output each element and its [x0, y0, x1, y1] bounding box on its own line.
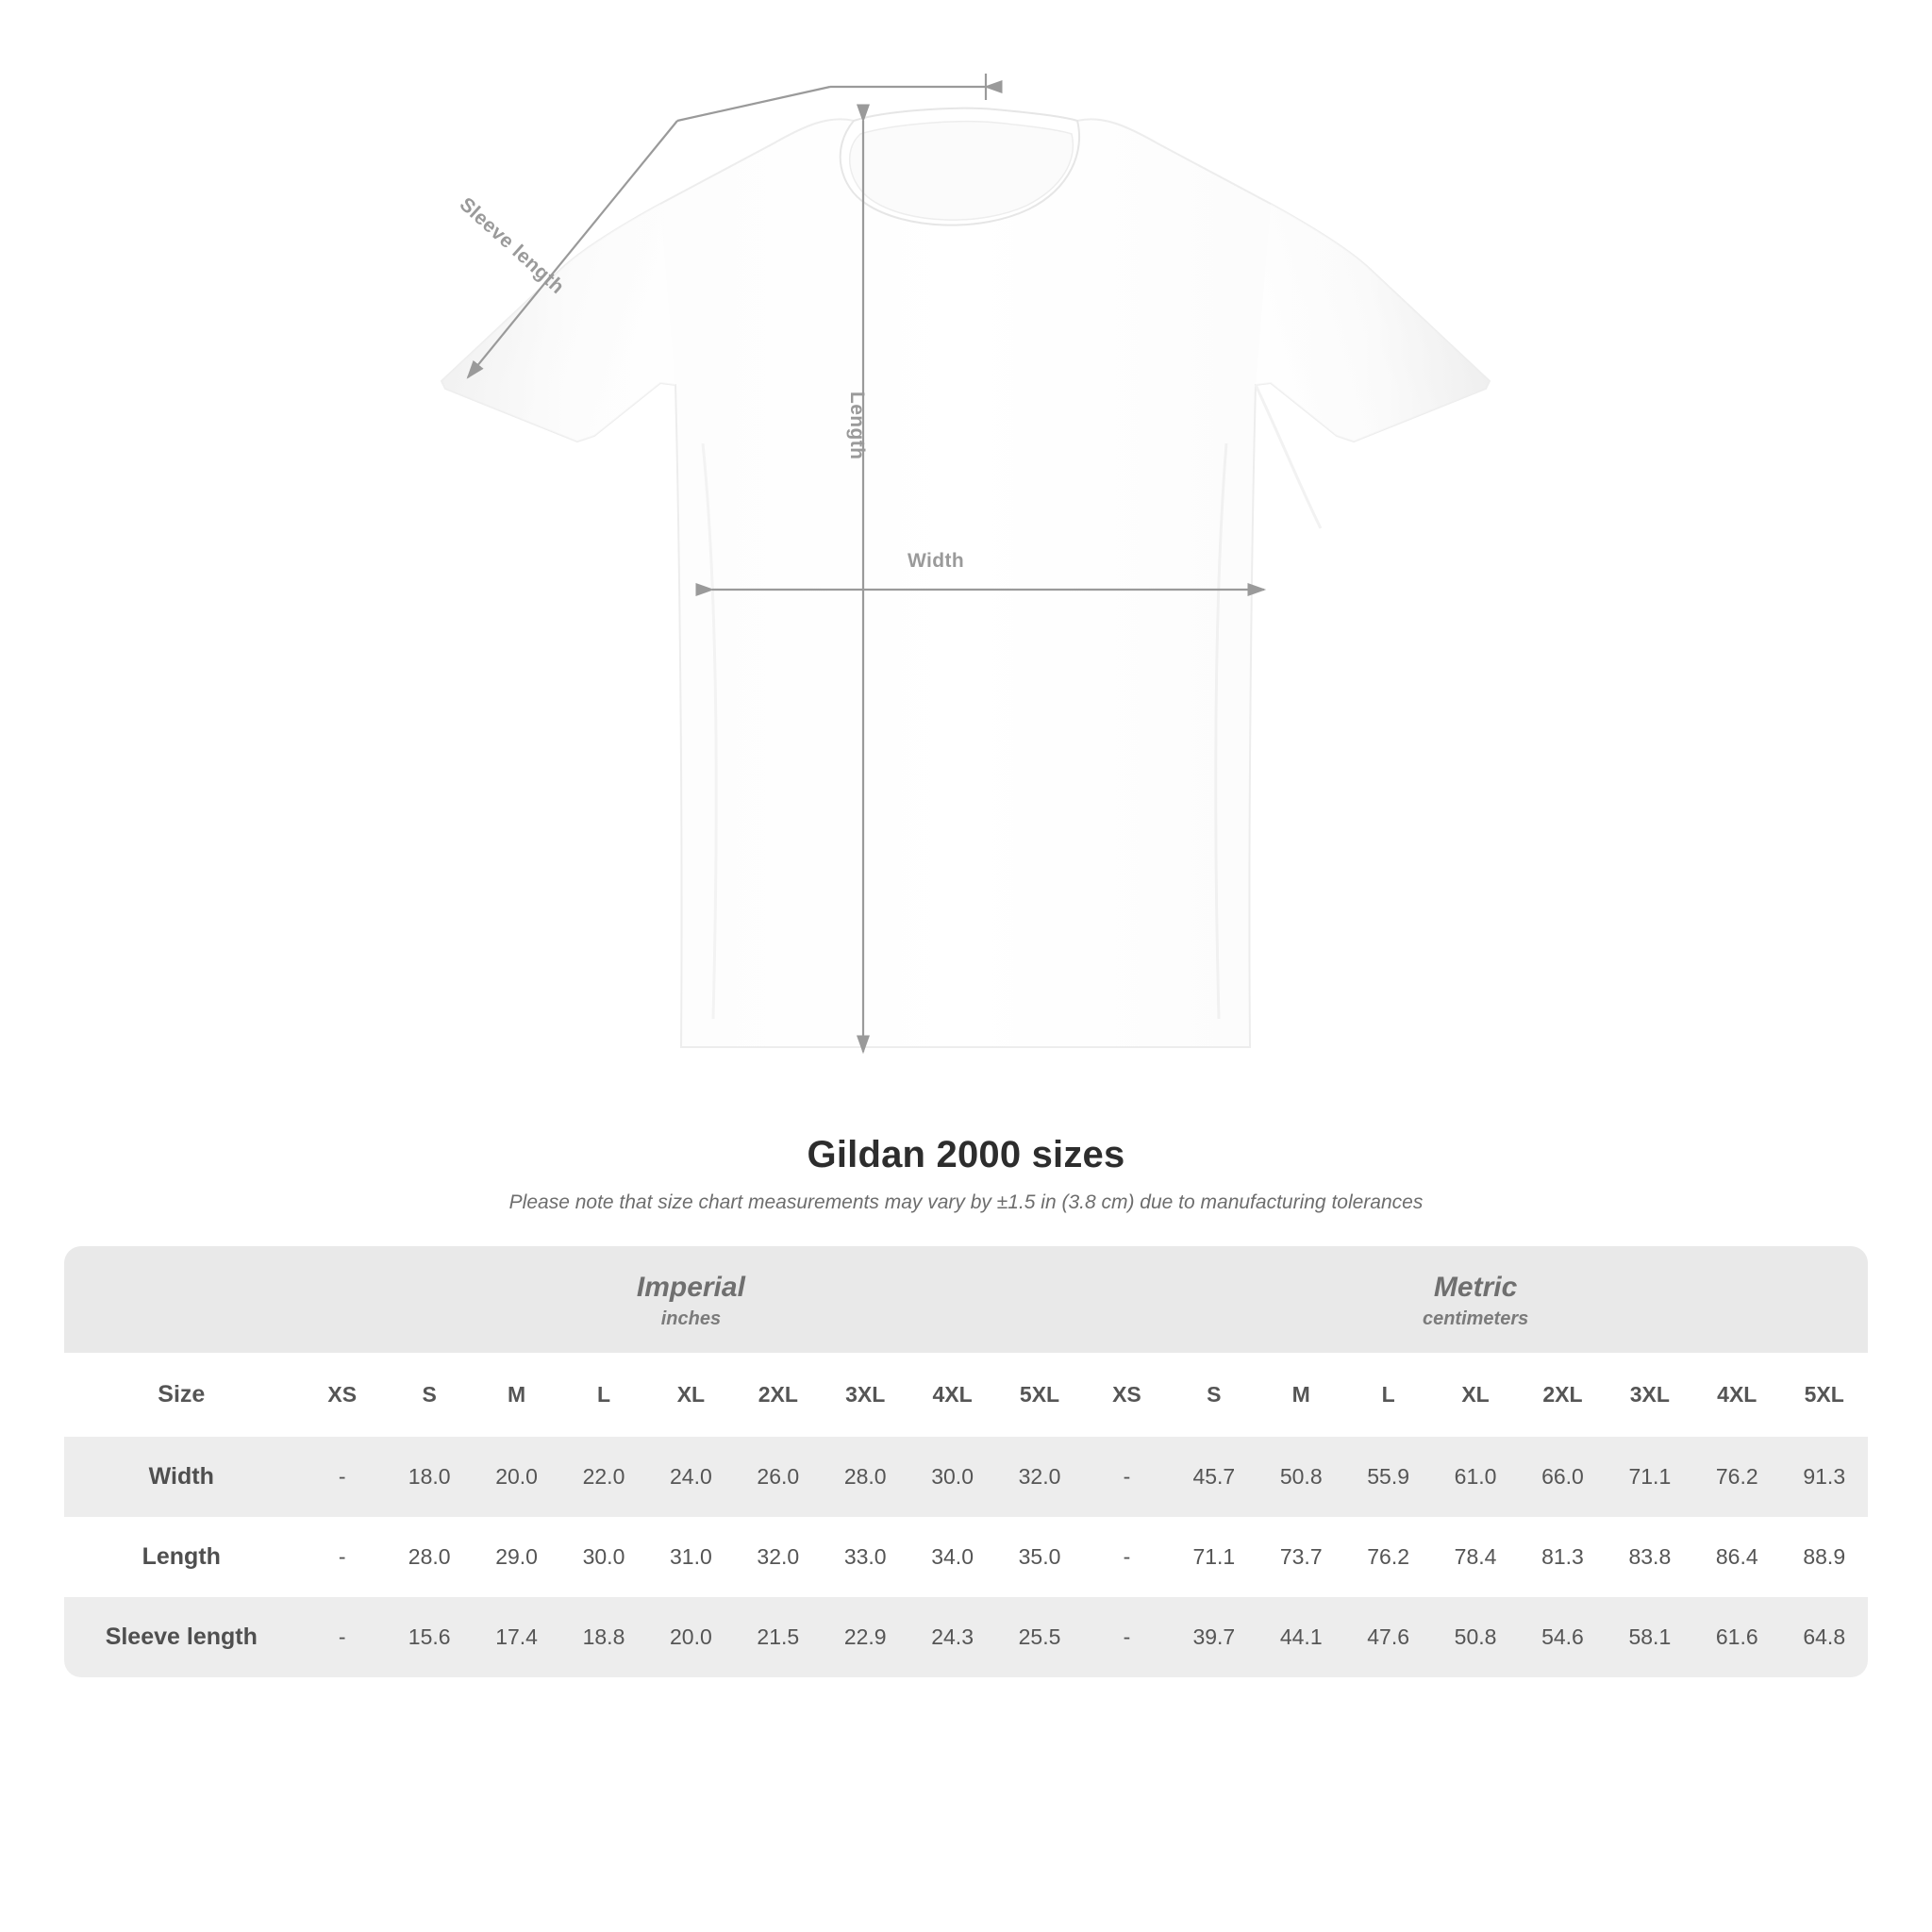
cell-length-17: 88.9 — [1780, 1517, 1868, 1597]
cell-length-8: 35.0 — [996, 1517, 1083, 1597]
column-header-size-10: S — [1171, 1353, 1257, 1437]
cell-length-6: 33.0 — [822, 1517, 908, 1597]
table-row — [64, 1517, 1868, 1597]
cell-width-1: 18.0 — [386, 1437, 473, 1517]
cell-width-17: 91.3 — [1780, 1437, 1868, 1517]
page-title: Gildan 2000 sizes — [807, 1134, 1125, 1175]
tshirt-shape — [441, 108, 1490, 1047]
cell-sleeve-14: 54.6 — [1519, 1597, 1606, 1677]
column-header-size: Size — [64, 1353, 299, 1437]
size-table-body — [64, 1437, 1868, 1677]
cell-width-4: 24.0 — [647, 1437, 734, 1517]
cell-length-1: 28.0 — [386, 1517, 473, 1597]
sleeve-length-label: Sleeve length — [455, 193, 569, 299]
cell-width-0: - — [299, 1437, 386, 1517]
column-header-size-6: 3XL — [822, 1353, 908, 1437]
cell-sleeve-16: 61.6 — [1693, 1597, 1780, 1677]
column-header-size-3: L — [560, 1353, 647, 1437]
column-header-size-0: XS — [299, 1353, 386, 1437]
title-block — [0, 1134, 1932, 1214]
column-header-size-15: 3XL — [1607, 1353, 1693, 1437]
cell-length-4: 31.0 — [647, 1517, 734, 1597]
column-header-size-8: 5XL — [996, 1353, 1083, 1437]
unit-group-metric-sub: centimeters — [1422, 1308, 1529, 1329]
column-header-size-12: L — [1344, 1353, 1431, 1437]
cell-width-11: 50.8 — [1257, 1437, 1344, 1517]
column-header-size-1: S — [386, 1353, 473, 1437]
size-header-row — [64, 1353, 1868, 1437]
table-row — [64, 1597, 1868, 1677]
cell-sleeve-3: 18.8 — [560, 1597, 647, 1677]
cell-length-2: 29.0 — [473, 1517, 559, 1597]
cell-length-12: 76.2 — [1344, 1517, 1431, 1597]
cell-sleeve-0: - — [299, 1597, 386, 1677]
cell-width-5: 26.0 — [735, 1437, 822, 1517]
cell-length-11: 73.7 — [1257, 1517, 1344, 1597]
cell-width-7: 30.0 — [908, 1437, 995, 1517]
cell-length-3: 30.0 — [560, 1517, 647, 1597]
cell-sleeve-11: 44.1 — [1257, 1597, 1344, 1677]
cell-sleeve-2: 17.4 — [473, 1597, 559, 1677]
cell-sleeve-12: 47.6 — [1344, 1597, 1431, 1677]
cell-length-5: 32.0 — [735, 1517, 822, 1597]
column-header-size-13: XL — [1432, 1353, 1519, 1437]
cell-width-6: 28.0 — [822, 1437, 908, 1517]
unit-group-metric — [1083, 1246, 1868, 1353]
unit-group-row — [64, 1246, 1868, 1353]
column-header-size-4: XL — [647, 1353, 734, 1437]
cell-length-10: 71.1 — [1171, 1517, 1257, 1597]
column-header-size-11: M — [1257, 1353, 1344, 1437]
cell-sleeve-6: 22.9 — [822, 1597, 908, 1677]
cell-length-16: 86.4 — [1693, 1517, 1780, 1597]
column-header-size-14: 2XL — [1519, 1353, 1606, 1437]
cell-sleeve-9: - — [1083, 1597, 1170, 1677]
cell-width-14: 66.0 — [1519, 1437, 1606, 1517]
length-label: Length — [846, 391, 868, 460]
row-label-length: Length — [64, 1517, 299, 1597]
table-row — [64, 1437, 1868, 1517]
cell-sleeve-4: 20.0 — [647, 1597, 734, 1677]
cell-length-0: - — [299, 1517, 386, 1597]
cell-width-16: 76.2 — [1693, 1437, 1780, 1517]
cell-sleeve-1: 15.6 — [386, 1597, 473, 1677]
cell-width-10: 45.7 — [1171, 1437, 1257, 1517]
unit-row-spacer — [64, 1246, 299, 1353]
unit-group-imperial-sub: inches — [660, 1308, 722, 1329]
cell-width-3: 22.0 — [560, 1437, 647, 1517]
cell-sleeve-10: 39.7 — [1171, 1597, 1257, 1677]
tolerance-note: Please note that size chart measurements may vary by ±1.5 in (3.8 cm) due to manufacturing tolerances — [508, 1191, 1424, 1213]
cell-sleeve-8: 25.5 — [996, 1597, 1083, 1677]
row-label-sleeve-length: Sleeve length — [64, 1597, 299, 1677]
column-header-size-5: 2XL — [735, 1353, 822, 1437]
size-table — [64, 1246, 1868, 1677]
cell-length-13: 78.4 — [1432, 1517, 1519, 1597]
cell-width-9: - — [1083, 1437, 1170, 1517]
size-table-wrapper — [64, 1246, 1868, 1677]
column-header-size-16: 4XL — [1693, 1353, 1780, 1437]
column-header-size-17: 5XL — [1780, 1353, 1868, 1437]
width-label: Width — [908, 550, 965, 572]
cell-sleeve-7: 24.3 — [908, 1597, 995, 1677]
cell-length-14: 81.3 — [1519, 1517, 1606, 1597]
cell-length-9: - — [1083, 1517, 1170, 1597]
cell-width-8: 32.0 — [996, 1437, 1083, 1517]
unit-group-imperial — [299, 1246, 1084, 1353]
row-label-width: Width — [64, 1437, 299, 1517]
column-header-size-2: M — [473, 1353, 559, 1437]
cell-width-2: 20.0 — [473, 1437, 559, 1517]
column-header-size-9: XS — [1083, 1353, 1170, 1437]
cell-width-15: 71.1 — [1607, 1437, 1693, 1517]
cell-sleeve-5: 21.5 — [735, 1597, 822, 1677]
unit-group-imperial-name: Imperial — [636, 1272, 745, 1303]
cell-width-13: 61.0 — [1432, 1437, 1519, 1517]
cell-sleeve-17: 64.8 — [1780, 1597, 1868, 1677]
cell-width-12: 55.9 — [1344, 1437, 1431, 1517]
cell-sleeve-13: 50.8 — [1432, 1597, 1519, 1677]
cell-sleeve-15: 58.1 — [1607, 1597, 1693, 1677]
cell-length-15: 83.8 — [1607, 1517, 1693, 1597]
unit-group-metric-name: Metric — [1433, 1272, 1518, 1303]
cell-length-7: 34.0 — [908, 1517, 995, 1597]
column-header-size-7: 4XL — [908, 1353, 995, 1437]
